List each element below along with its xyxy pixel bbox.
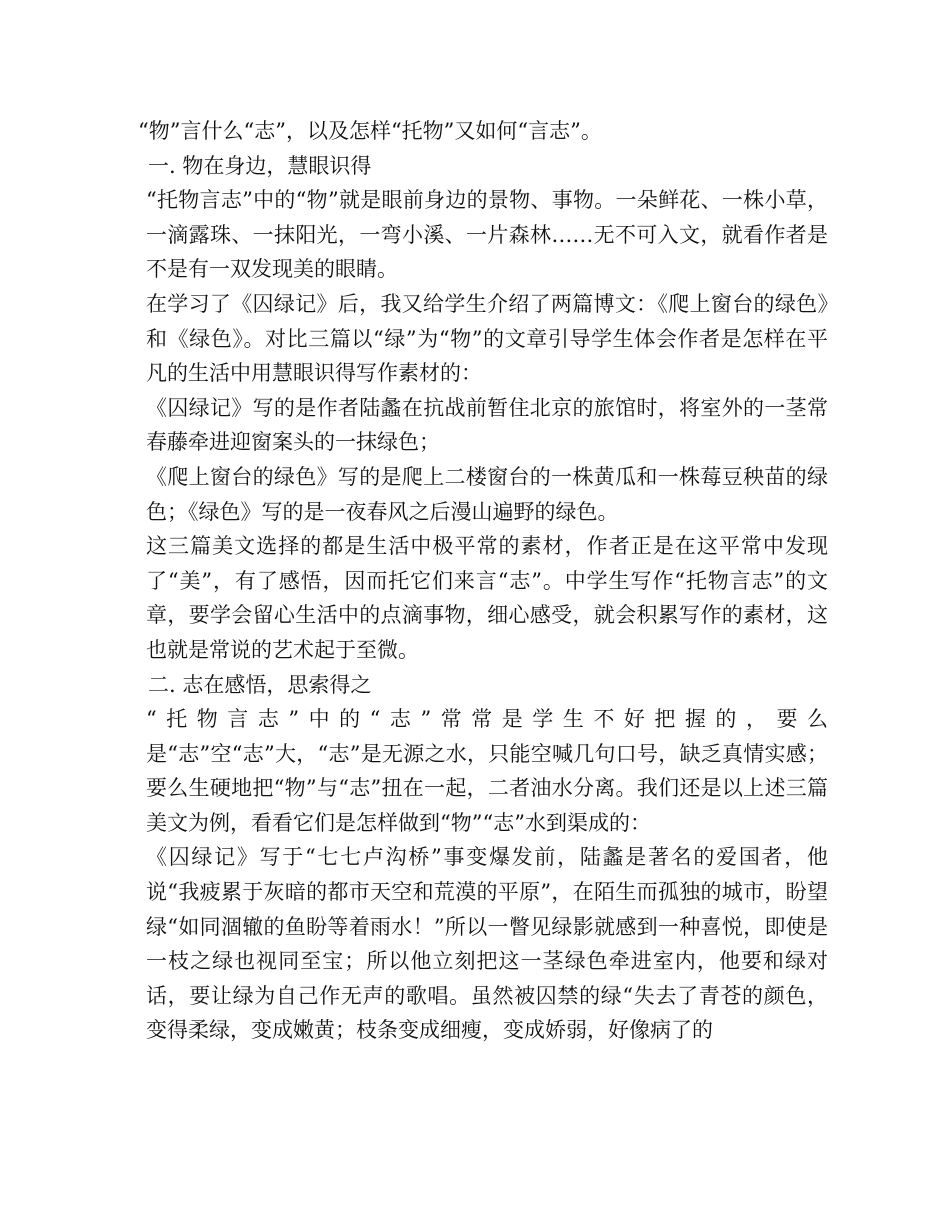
text-paragraph: “托物言志”中的“物”就是眼前身边的景物、事物。一朵鲜花、一株小草，一滴露珠、一抹阳光，一弯小溪、一片森林……无不可入文，就看作者是不是有一双发现美的眼睛。 bbox=[146, 188, 828, 282]
text-paragraph: 《囚绿记》写于“七七卢沟桥”事变爆发前，陆蠡是著名的爱国者，他说“我疲累于灰暗的都市天空和荒漠的平原”，在陌生而孤独的城市，盼望绿“如同涸辙的鱼盼等着雨水！”所以一瞥见绿影就感到一种喜悦，即使是一枝之绿也视同至宝；所以他立刻把这一茎绿色牵进室内，他要和绿对话，要让绿为自己作无声的歌唱。虽然被囚禁的绿“失去了青苍的颜色，变得柔绿，变成嫩黄；枝条变成细瘦，变成娇弱，好像病了的 bbox=[146, 845, 828, 1043]
section-heading: 二. 志在感悟，思索得之 bbox=[148, 672, 372, 697]
text-paragraph: 《囚绿记》写的是作者陆蠡在抗战前暂住北京的旅馆时，将室外的一茎常春藤牵进迎窗案头的一抹绿色； bbox=[146, 395, 828, 455]
text-paragraph: “托物言志”中的“志”常常是学生不好把握的，要么是“志”空“志”大，“志”是无源之水，只能空喊几句口号，缺乏真情实感；要么生硬地把“物”与“志”扭在一起，二者油水分离。我们还是以上述三篇美文为例，看看它们是怎样做到“物”“志”水到渠成的： bbox=[146, 707, 828, 835]
text-paragraph: 这三篇美文选择的都是生活中极平常的素材，作者正是在这平常中发现了“美”，有了感悟，因而托它们来言“志”。中学生写作“托物言志”的文章，要学会留心生活中的点滴事物，细心感受，就会积累写作的素材，这也就是常说的艺术起于至微。 bbox=[146, 534, 828, 662]
section-heading: 一. 物在身边，慧眼识得 bbox=[148, 153, 372, 178]
text-paragraph: “物”言什么“志”，以及怎样“托物”又如何“言志”。 bbox=[138, 119, 602, 143]
text-paragraph: 在学习了《囚绿记》后，我又给学生介绍了两篇博文：《爬上窗台的绿色》和《绿色》。对比三篇以“绿”为“物”的文章引导学生体会作者是怎样在平凡的生活中用慧眼识得写作素材的： bbox=[146, 291, 828, 386]
text-paragraph: 《爬上窗台的绿色》写的是爬上二楼窗台的一株黄瓜和一株莓豆秧苗的绿色；《绿色》写的是一夜春风之后漫山遍野的绿色。 bbox=[146, 464, 828, 524]
document-page bbox=[138, 114, 828, 1048]
